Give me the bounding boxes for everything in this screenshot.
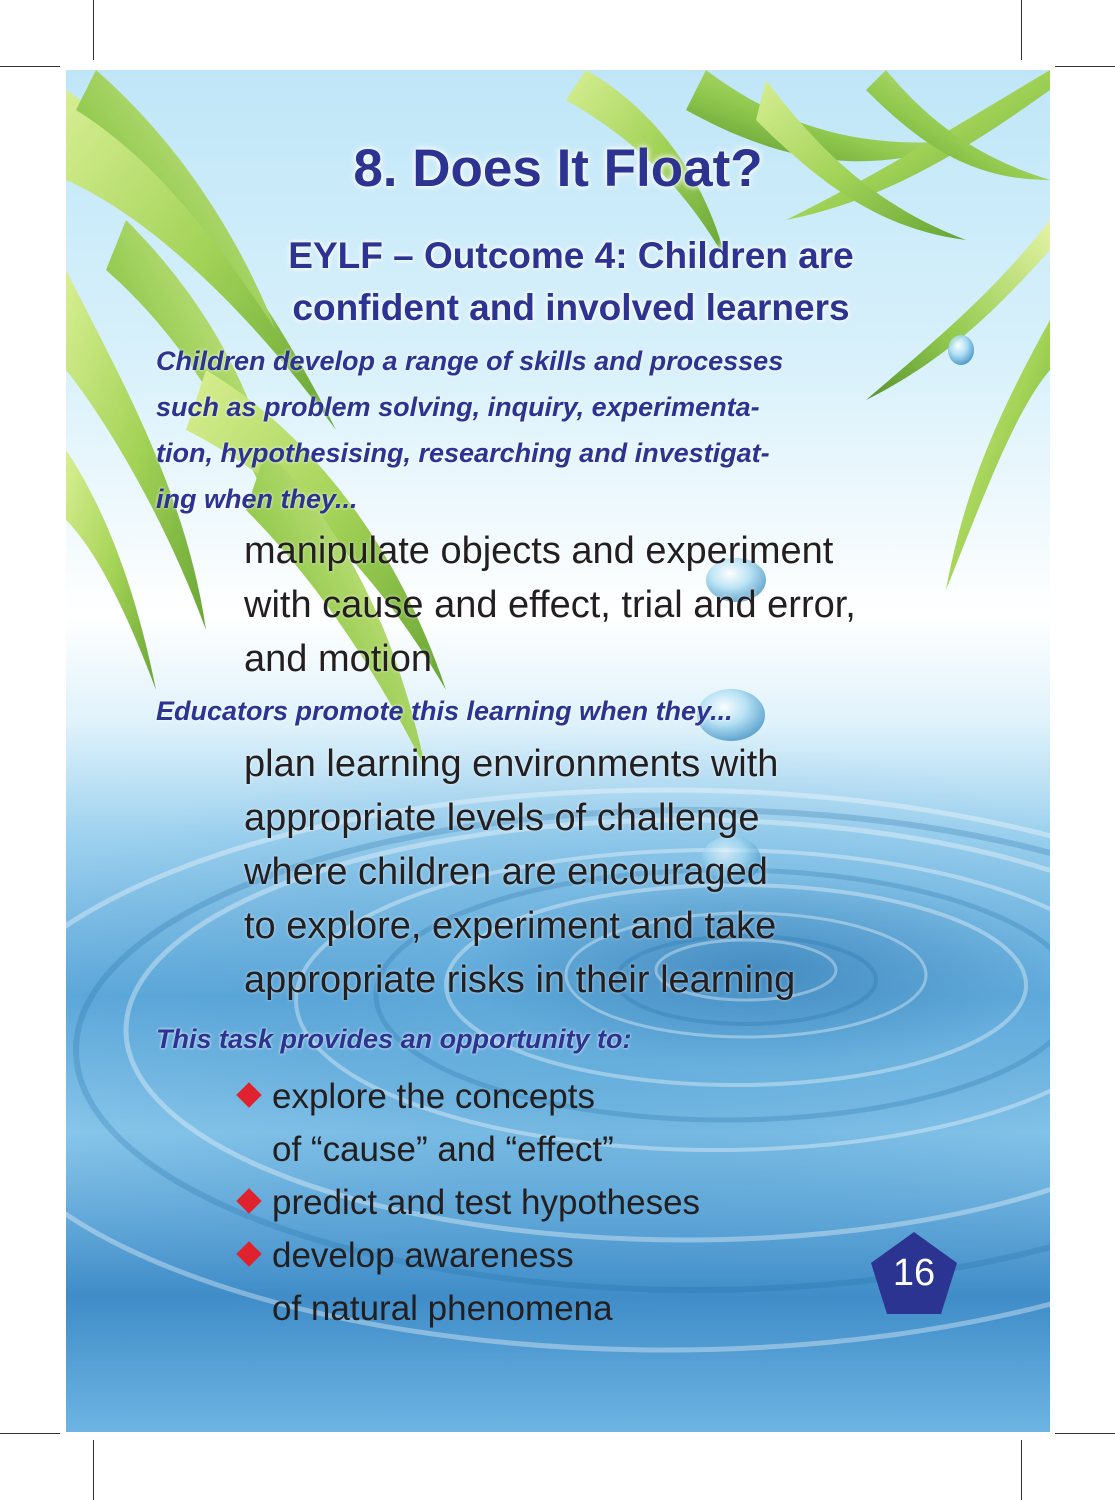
children-body-line: and motion [244, 638, 433, 680]
red-diamond-bullet-icon [236, 1241, 261, 1266]
outcome-subtitle-line-1: EYLF – Outcome 4: Children are [288, 235, 854, 276]
crop-mark-br-v [1021, 1440, 1022, 1500]
activity-card [66, 70, 1050, 1432]
children-intro-line: Children develop a range of skills and processes [156, 346, 784, 376]
children-intro-line: ing when they... [156, 484, 358, 514]
children-intro-line: such as problem solving, inquiry, experimenta- [156, 392, 760, 422]
crop-mark-bl-h [0, 1433, 60, 1434]
page-title: 8. Does It Float? [353, 139, 763, 198]
crop-mark-tr-h [1055, 66, 1115, 67]
educators-intro: Educators promote this learning when they... [156, 696, 733, 726]
opportunity-list [234, 1070, 700, 1335]
crop-mark-tr-v [1021, 0, 1022, 60]
page-number: 16 [892, 1252, 936, 1294]
educators-body-line: where children are encouraged [244, 851, 768, 893]
red-diamond-bullet-icon [236, 1188, 261, 1213]
educators-body-line: to explore, experiment and take [244, 905, 777, 947]
children-body-line: manipulate objects and experiment [244, 530, 834, 572]
list-item [234, 1229, 700, 1335]
children-body [244, 524, 856, 686]
card-content [66, 70, 1050, 1432]
children-intro-line: tion, hypothesising, researching and investigat- [156, 438, 770, 468]
list-item-line: of “cause” and “effect” [272, 1130, 614, 1169]
crop-mark-br-h [1055, 1433, 1115, 1434]
children-intro [156, 338, 783, 522]
crop-mark-bl-v [93, 1440, 94, 1500]
educators-body-line: appropriate levels of challenge [244, 797, 760, 839]
list-item-line: predict and test hypotheses [272, 1183, 701, 1222]
outcome-subtitle-line-2: confident and involved learners [292, 287, 850, 328]
crop-mark-tl-v [93, 0, 94, 60]
crop-mark-tl-h [0, 66, 60, 67]
list-item [234, 1070, 700, 1176]
children-body-line: with cause and effect, trial and error, [244, 584, 856, 626]
task-intro: This task provides an opportunity to: [156, 1024, 632, 1054]
outcome-subtitle [186, 230, 956, 334]
list-item-line: of natural phenomena [272, 1289, 613, 1328]
educators-body [244, 737, 795, 1007]
educators-body-line: appropriate risks in their learning [244, 959, 796, 1001]
list-item [234, 1176, 700, 1229]
list-item-line: explore the concepts [272, 1077, 595, 1116]
list-item-line: develop awareness [272, 1236, 574, 1275]
page-number-badge [869, 1230, 959, 1316]
educators-body-line: plan learning environments with [244, 743, 779, 785]
red-diamond-bullet-icon [236, 1082, 261, 1107]
